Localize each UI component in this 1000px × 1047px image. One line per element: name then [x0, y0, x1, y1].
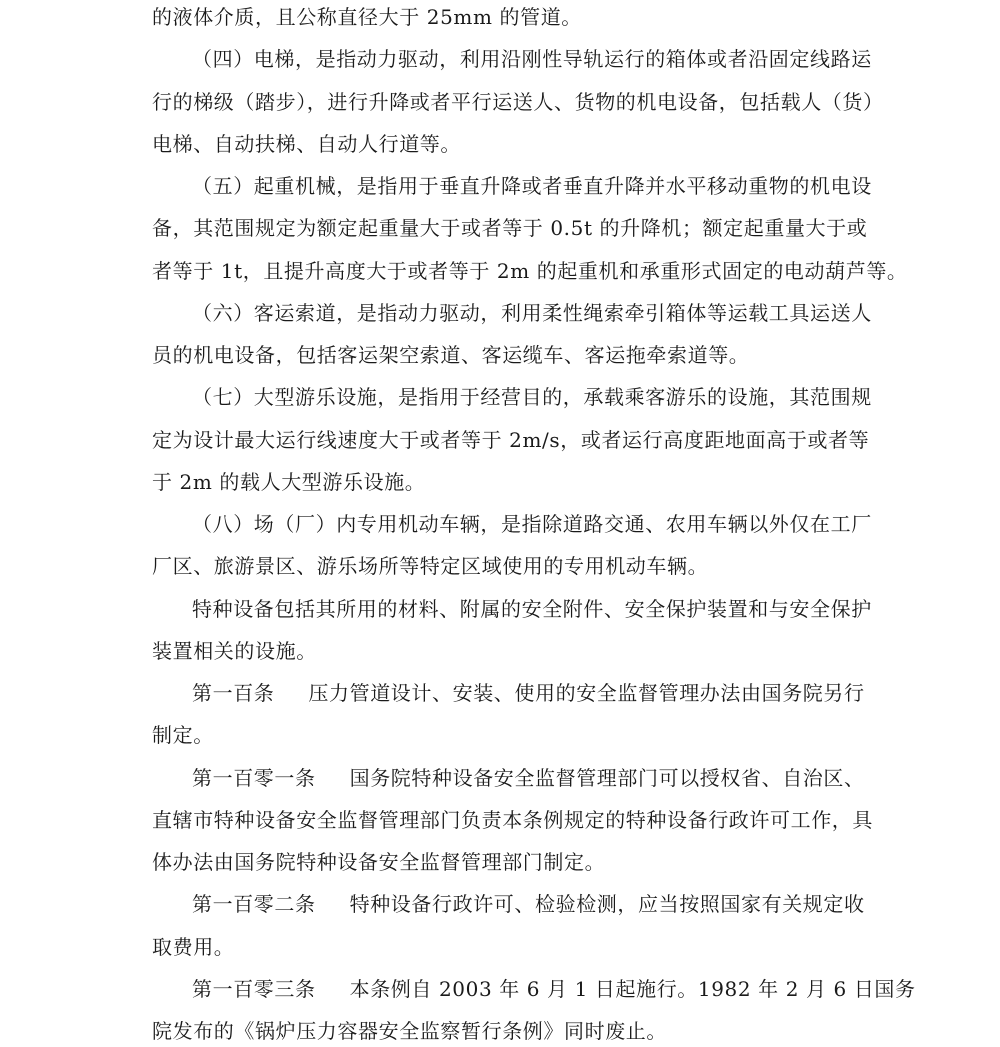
- article-101-text: 国务院特种设备安全监督管理部门可以授权省、自治区、: [349, 766, 865, 790]
- paragraph-crane-line-2: 备，其范围规定为额定起重量大于或者等于 0.5t 的升降机；额定起重量大于或: [152, 216, 868, 240]
- paragraph-equipment-scope-line-1: 特种设备包括其所用的材料、附属的安全附件、安全保护装置和与安全保护: [192, 597, 872, 621]
- paragraph-amusement-line-2: 定为设计最大运行线速度大于或者等于 2m/s，或者运行高度距地面高于或者等: [152, 428, 870, 452]
- article-101-line-2: 直辖市特种设备安全监督管理部门负责本条例规定的特种设备行政许可工作，具: [152, 808, 873, 832]
- paragraph-ropeway-line-1: （六）客运索道，是指动力驱动，利用柔性绳索牵引箱体等运载工具运送人: [192, 301, 872, 325]
- paragraph-elevator-line-3: 电梯、自动扶梯、自动人行道等。: [152, 132, 461, 156]
- paragraph-elevator-line-2: 行的梯级（踏步），进行升降或者平行运送人、货物的机电设备，包括载人（货）: [152, 90, 884, 114]
- article-101-line-3: 体办法由国务院特种设备安全监督管理部门制定。: [152, 850, 606, 874]
- article-100-label: 第一百条: [192, 681, 275, 705]
- paragraph-equipment-scope-line-2: 装置相关的设施。: [152, 639, 317, 663]
- paragraph-vehicles-line-1: （八）场（厂）内专用机动车辆，是指除道路交通、农用车辆以外仅在工厂: [192, 512, 872, 536]
- article-103-label: 第一百零三条: [192, 977, 316, 1001]
- article-103-text: 本条例自 2003 年 6 月 1 日起施行。1982 年 2 月 6 日国务: [349, 977, 916, 1001]
- paragraph-amusement-line-3: 于 2m 的载人大型游乐设施。: [152, 470, 426, 494]
- paragraph-elevator-line-1: （四）电梯，是指动力驱动，利用沿刚性导轨运行的箱体或者沿固定线路运: [192, 47, 872, 71]
- article-101-label: 第一百零一条: [192, 766, 316, 790]
- paragraph-crane-line-3: 者等于 1t，且提升高度大于或者等于 2m 的起重机和承重形式固定的电动葫芦等。: [152, 259, 908, 283]
- paragraph-amusement-line-1: （七）大型游乐设施，是指用于经营目的，承载乘客游乐的设施，其范围规: [192, 385, 872, 409]
- article-102-line-2: 取费用。: [152, 935, 235, 959]
- article-100-line-2: 制定。: [152, 723, 214, 747]
- article-100-line-1: [192, 679, 865, 707]
- article-101-line-1: [192, 764, 865, 792]
- article-102-label: 第一百零二条: [192, 892, 316, 916]
- article-102-text: 特种设备行政许可、检验检测，应当按照国家有关规定收: [349, 892, 865, 916]
- paragraph-vehicles-line-2: 厂区、旅游景区、游乐场所等特定区域使用的专用机动车辆。: [152, 554, 709, 578]
- paragraph-crane-line-1: （五）起重机械，是指用于垂直升降或者垂直升降并水平移动重物的机电设: [192, 174, 872, 198]
- paragraph-ropeway-line-2: 员的机电设备，包括客运架空索道、客运缆车、客运拖牵索道等。: [152, 343, 750, 367]
- article-103-line-1: [192, 975, 916, 1003]
- article-102-line-1: [192, 890, 865, 918]
- article-103-line-2: 院发布的《锅炉压力容器安全监察暂行条例》同时废止。: [152, 1019, 667, 1043]
- article-100-text: 压力管道设计、安装、使用的安全监督管理办法由国务院另行: [308, 681, 865, 705]
- paragraph-pressure-pipe-continued: 的液体介质，且公称直径大于 25mm 的管道。: [152, 5, 582, 29]
